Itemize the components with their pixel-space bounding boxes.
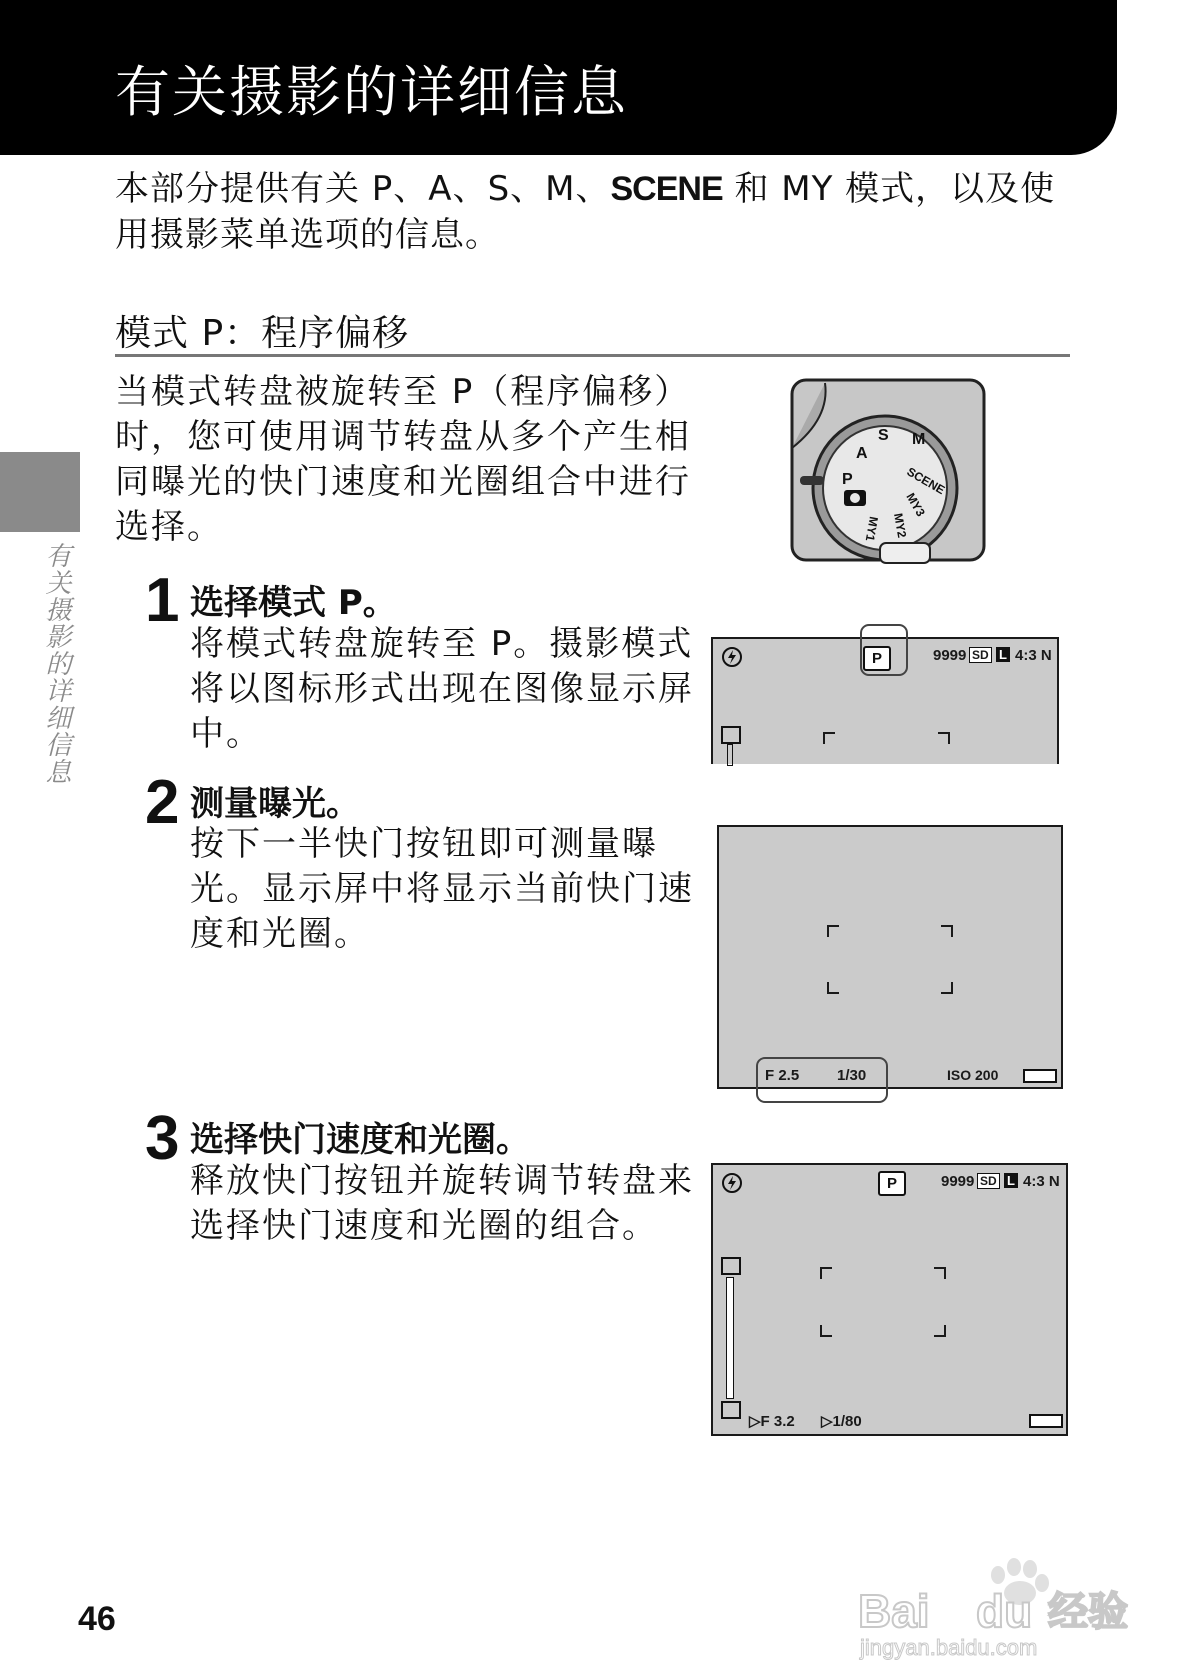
side-tab-marker [0,452,80,532]
side-chapter-label: 有关摄影的详细信息 [41,542,71,785]
auto-mode-icon-lens [850,493,860,503]
scene-label: SCENE [610,170,723,208]
baidu-watermark [858,1545,1138,1660]
section-heading: 模式 P：程序偏移 [115,313,410,354]
adjust-arrow-icon: ▷ [821,1413,833,1430]
battery-icon [1029,1414,1063,1428]
step-1-number: 1 [145,566,180,635]
page-title: 有关摄影的详细信息 [115,60,629,124]
intro-text-after: 和 MY 模式，以及使用摄影菜单选项的信息。 [115,169,1056,255]
sd-card-icon: SD [969,647,992,663]
dial-label-my3: MY3 [903,490,928,519]
flash-icon [721,1172,743,1194]
dial-label-scene: SCENE [904,464,948,498]
af-bracket-bottom-left [820,1325,832,1337]
dial-label-my1: MY1 [862,515,881,543]
aperture-text: F 3.2 [760,1413,795,1430]
dial-label-a: A [856,445,868,462]
step-2-body: 按下一半快门按钮即可测量曝光。显示屏中将显示当前快门速度和光圈。 [190,824,694,954]
shots-remaining: 9999 [933,647,967,664]
screen-3 [711,1163,1068,1436]
image-size-icon: L [996,647,1010,662]
aspect-quality: 4:3 N [1015,647,1052,664]
iso-value: ISO 200 [947,1067,999,1083]
step-3-number: 3 [145,1104,180,1173]
watermark-brand-right: du [976,1585,1033,1637]
af-bracket-top-right [934,1267,946,1279]
battery-icon [1023,1069,1057,1083]
watermark-brand-left: Bai [858,1585,930,1637]
camera-foot [880,543,930,563]
exposure-bar [726,1277,734,1399]
dial-label-p: P [842,471,853,488]
adjust-arrow-icon: ▷ [749,1413,761,1430]
af-bracket-top-left [823,732,835,744]
mode-p-icon: P [863,646,891,671]
step-2-number: 2 [145,768,180,837]
title-bar [0,0,1117,155]
aperture-value: F 2.5 [765,1067,800,1084]
sd-card-icon: SD [977,1173,1000,1189]
section-divider [115,354,1070,357]
af-bracket-top-left [827,925,839,937]
dial-label-s: S [878,427,889,444]
af-bracket-bottom-right [934,1325,946,1337]
shutter-text: 1/80 [832,1413,862,1430]
af-bracket-bottom-right [941,982,953,994]
intro-paragraph [115,166,1075,258]
exposure-comp-icon-bottom [721,1401,741,1419]
watermark-url: jingyan.baidu.com [860,1635,1038,1660]
shutter-speed-value [821,1412,862,1430]
shutter-speed-value: 1/30 [837,1067,867,1084]
dial-indicator [800,476,824,485]
step-1-body: 将模式转盘旋转至 P。摄影模式将以图标形式出现在图像显示屏中。 [190,624,694,754]
aperture-value [749,1412,795,1430]
aspect-quality: 4:3 N [1023,1173,1060,1190]
step-3-body: 释放快门按钮并旋转调节转盘来选择快门速度和光圈的组合。 [190,1161,694,1246]
af-bracket-top-right [938,732,950,744]
dial-label-m: M [912,431,926,448]
exposure-comp-icon [721,726,741,744]
exposure-readout-highlight [756,1057,888,1103]
mode-dial-illustration [790,378,990,568]
flash-icon [721,646,743,668]
mode-icon-highlight [860,624,908,676]
step-2-title: 测量曝光。 [190,784,360,824]
screen-2 [717,825,1063,1089]
shots-remaining: 9999 [941,1173,975,1190]
step-3-title: 选择快门速度和光圈。 [190,1120,530,1160]
step-1-title: 选择模式 P。 [190,583,397,623]
af-bracket-bottom-left [827,982,839,994]
image-size-icon: L [1004,1173,1018,1188]
af-bracket-top-right [941,925,953,937]
exposure-bar [727,744,733,766]
dial-label-my2: MY2 [891,512,910,539]
watermark-brand-cn: 经验 [1048,1590,1128,1634]
page-number: 46 [78,1600,116,1638]
exposure-comp-icon-top [721,1257,741,1275]
section-lead-text: 当模式转盘被旋转至 P（程序偏移）时，您可使用调节转盘从多个产生相同曝光的快门速度和光圈组合中进行选择。 [115,372,691,547]
intro-text-before: 本部分提供有关 P、A、S、M、 [115,169,611,209]
mode-p-icon: P [878,1171,906,1196]
af-bracket-top-left [820,1267,832,1279]
